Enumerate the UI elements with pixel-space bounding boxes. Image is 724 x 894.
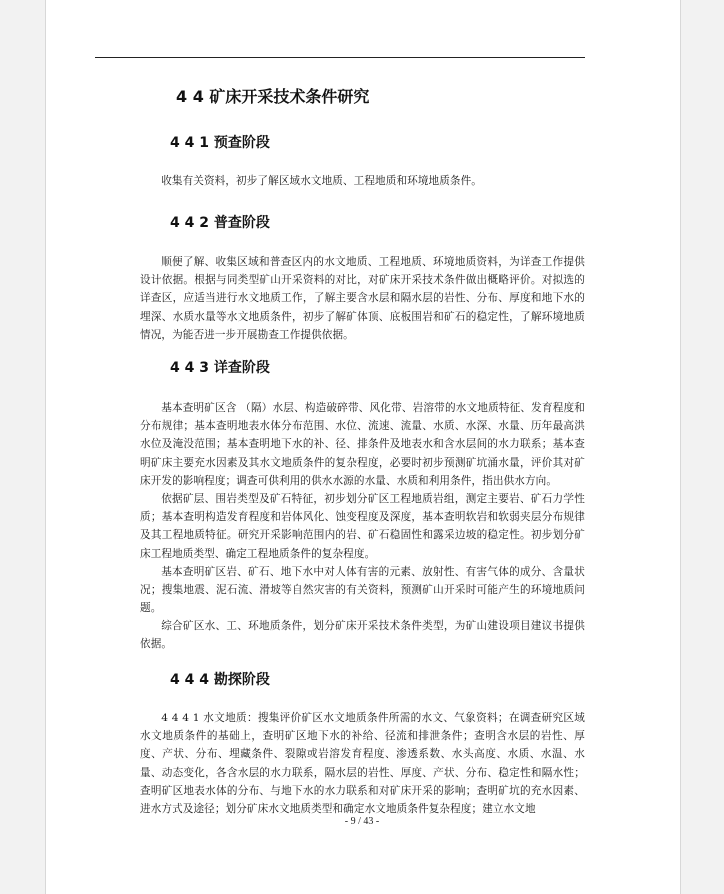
subsection-heading-detailed-survey: 4 4 3 详查阶段 bbox=[170, 360, 270, 376]
page-number: - 9 / 43 - bbox=[344, 816, 380, 827]
paragraph: 依据矿层、围岩类型及矿石特征，初步划分矿区工程地质岩组，测定主要岩、矿石力学性质；基本查明构造发育程度和岩体风化、蚀变程度及深度，基本查明软岩和软弱夹层分布规律及其工程地质特征。研究开采影响范围内的岩、矿石稳固性和露采边坡的稳定性。初步划分矿床工程地质类型、确定工程地质条件的复杂程度。 bbox=[140, 493, 585, 560]
paragraph: 收集有关资料，初步了解区域水文地质、工程地质和环境地质条件。 bbox=[161, 175, 482, 187]
header-rule bbox=[95, 57, 585, 58]
subsection-heading-general-survey: 4 4 2 普查阶段 bbox=[170, 215, 270, 231]
section-title: 4 4 矿床开采技术条件研究 bbox=[176, 87, 370, 106]
subsection-heading-preliminary: 4 4 1 预查阶段 bbox=[170, 135, 270, 151]
paragraph: 综合矿区水、工、环地质条件，划分矿床开采技术条件类型，为矿山建设项目建议书提供依据。 bbox=[140, 620, 585, 651]
paragraph: 4 4 4 1 水文地质：搜集评价矿区水文地质条件所需的水文、气象资料；在调查研究区域水文地质条件的基础上，查明矿区地下水的补给、径流和排泄条件；查明含水层的岩性、厚度、产状、分布、埋藏条件、裂隙或岩溶发育程度、渗透系数、水头高度、水质、水温、水量、动态变化，各含水层的水力联系，隔水层的岩性、厚度、产状、分布、稳定性和隔水性；查明矿区地表水体的分布、与地下水的水力联系和对矿床开采的影响；查明矿坑的充水因素、进水方式及途径；划分矿床水文地质类型和确定水文地质条件复杂程度；建立水文地 bbox=[140, 712, 585, 816]
paragraph: 顺便了解、收集区域和普查区内的水文地质、工程地质、环境地质资料，为详查工作提供设计依据。根据与同类型矿山开采资料的对比，对矿床开采技术条件做出概略评价。对拟选的详查区，应适当进行水文地质工作，了解主要含水层和隔水层的岩性、分布、厚度和地下水的埋深、水质水量等水文地质条件，初步了解矿体顶、底板围岩和矿石的稳定性，了解环境地质情况，为能否进一步开展勘查工作提供依据。 bbox=[140, 256, 585, 341]
paragraph: 基本查明矿区岩、矿石、地下水中对人体有害的元素、放射性、有害气体的成分、含量状况；搜集地震、泥石流、滑坡等自然灾害的有关资料，预测矿山开采时可能产生的环境地质问题。 bbox=[140, 566, 585, 615]
paragraph: 基本查明矿区含 （隔）水层、构造破碎带、风化带、岩溶带的水文地质特征、发育程度和分布规律；基本查明地表水体分布范围、水位、流速、流量、水质、水深、水量、历年最高洪水位及淹没范围；基本查明地下水的补、径、排条件及地表水和含水层间的水力联系；基本查明矿床主要充水因素及其水文地质条件的复杂程度，必要时初步预测矿坑涌水量，评价其对矿床开发的影响程度；调查可供利用的供水水源的水量、水质和利用条件，指出供水方向。 bbox=[140, 402, 585, 487]
subsection-heading-exploration: 4 4 4 勘探阶段 bbox=[170, 672, 270, 688]
